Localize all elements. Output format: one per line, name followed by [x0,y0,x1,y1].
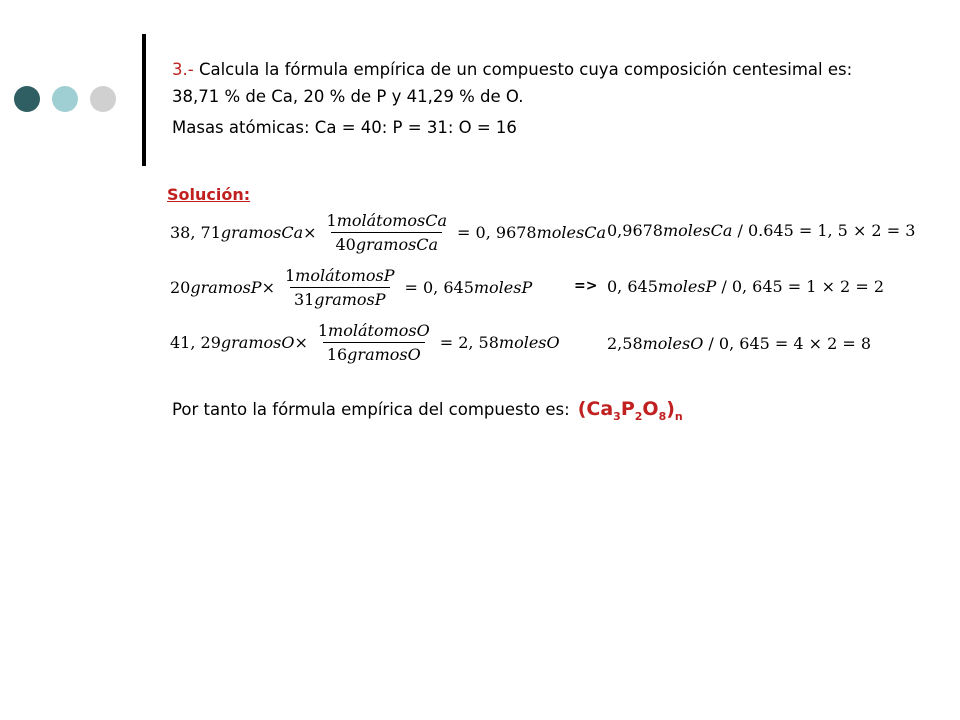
vertical-divider [142,34,146,166]
eq3-result: = 2, 58 [439,332,499,352]
dot-dark-teal [14,86,40,112]
r1-unit: molesCa [662,221,733,240]
eq3-times: × [294,332,308,352]
dot-gray [90,86,116,112]
problem-text: Calcula la fórmula empírica de un compuesto cuya composición centesimal es: 38,71 % de Ca, 20 % de P y 41,29 % de O. [172,60,853,106]
eq1-lhs: 38, 71 [170,222,221,242]
r1-rest: / 0.645 = 1, 5 × 2 = 3 [732,221,916,240]
eq1-lhs-unit: gramosCa [220,222,304,242]
eq2-fraction [281,266,399,309]
formula-sub-p: 2 [634,409,643,423]
formula-sub-o: 8 [658,409,667,423]
eq2-result: = 0, 645 [404,277,474,297]
eq1-result: = 0, 9678 [457,222,537,242]
solution-title: Solución: [167,185,251,204]
ratio-ca [607,221,915,240]
eq3-den-u: gramosO [347,344,421,364]
formula-sub-ca: 3 [613,409,621,423]
r3-unit: molesO [642,334,704,353]
eq1-result-unit: molesCa [536,222,606,242]
eq3-num-n: 1 [317,320,329,340]
problem-number: 3.- [172,60,194,79]
formula-p: P [620,398,635,420]
equation-p [170,264,532,310]
eq1-times: × [303,222,317,242]
r3-value: 2,58 [607,334,643,353]
empirical-formula [578,398,683,423]
formula-sub-n: n [674,409,683,423]
eq2-num-u: molátomosP [295,265,395,285]
conclusion-text: Por tanto la fórmula empírica del compuesto es: [172,400,570,419]
eq1-fraction [323,211,452,254]
eq3-lhs: 41, 29 [170,332,221,352]
atomic-masses: Masas atómicas: Ca = 40: P = 31: O = 16 [172,118,517,137]
equation-o [170,319,560,365]
r1-value: 0,9678 [607,221,663,240]
equation-ca [170,209,606,255]
formula-o: O [642,398,659,420]
eq3-result-unit: molesO [498,332,560,352]
formula-open: (Ca [577,398,614,420]
r2-value: 0, 645 [607,277,658,296]
ratio-p [607,277,884,296]
eq2-lhs-unit: gramosP [190,277,262,297]
eq1-num-u: molátomosCa [336,210,448,230]
eq2-den-u: gramosP [314,289,386,309]
ratio-o [607,334,871,353]
eq2-lhs: 20 [170,277,191,297]
implies-arrow: => [574,278,598,294]
eq2-result-unit: molesP [473,277,533,297]
formula-close: ) [666,398,675,420]
eq1-num-n: 1 [326,210,337,230]
eq3-num-u: molátomosO [328,320,430,340]
r2-rest: / 0, 645 = 1 × 2 = 2 [716,277,884,296]
eq2-times: × [261,277,275,297]
problem-statement [172,56,872,110]
eq3-den-n: 16 [326,344,348,364]
r3-rest: / 0, 645 = 4 × 2 = 8 [703,334,872,353]
eq2-den-n: 31 [293,289,315,309]
decorative-dots [14,86,116,112]
r2-unit: molesP [657,277,717,296]
dot-light-teal [52,86,78,112]
eq3-fraction [314,321,434,364]
conclusion [172,398,683,423]
eq1-den-n: 40 [335,234,356,254]
eq3-lhs-unit: gramosO [220,332,295,352]
eq2-num-n: 1 [284,265,296,285]
eq1-den-u: gramosCa [355,234,439,254]
